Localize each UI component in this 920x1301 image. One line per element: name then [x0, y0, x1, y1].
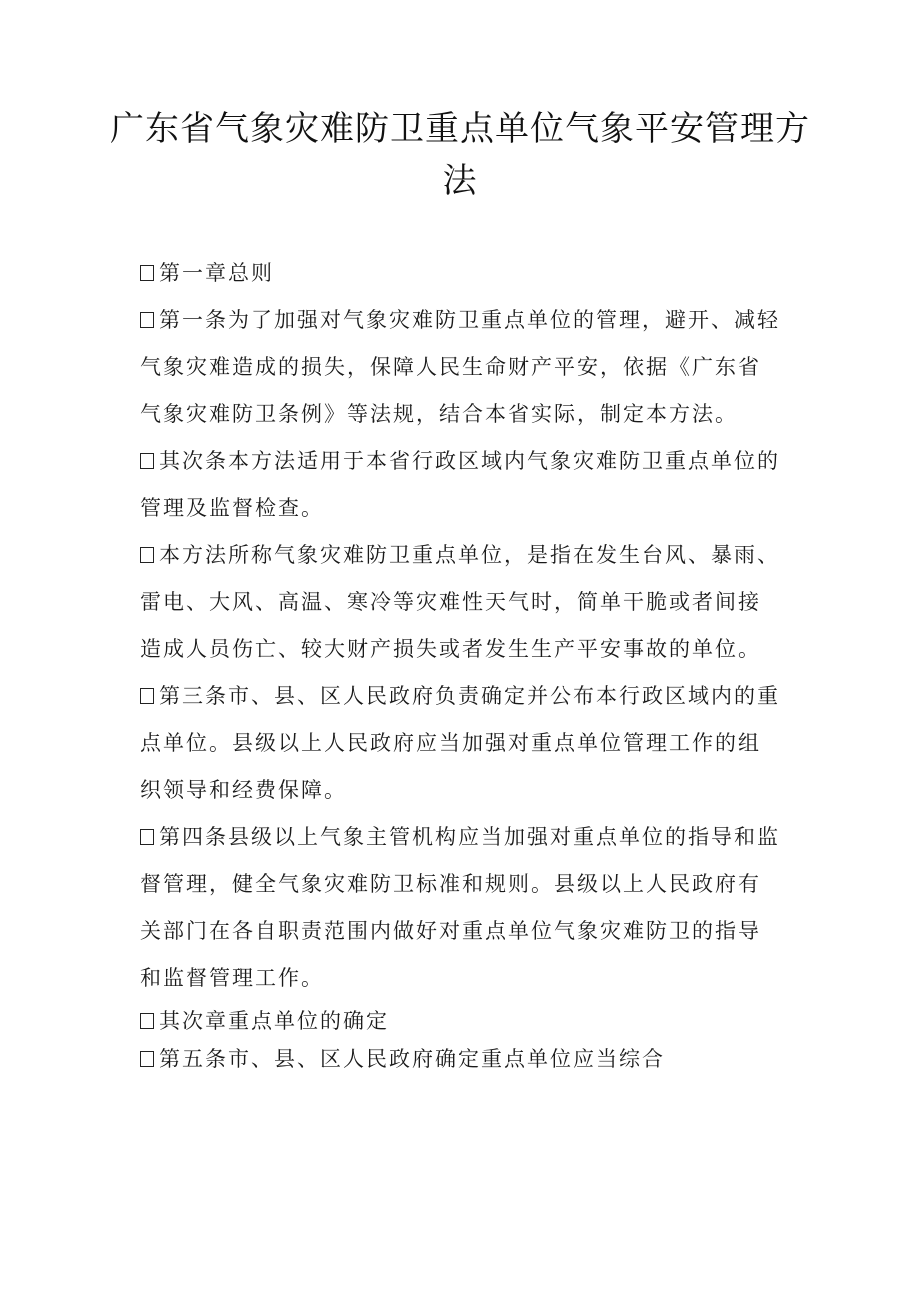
- checkbox-square-icon: [140, 547, 154, 563]
- article-paragraph: [140, 1040, 780, 1078]
- document-body: [140, 250, 780, 1078]
- checkbox-square-icon: [140, 829, 154, 845]
- paragraph-text: 第一章总则: [159, 261, 274, 285]
- checkbox-square-icon: [140, 453, 154, 469]
- article-paragraph: [140, 297, 780, 438]
- article-paragraph: [140, 438, 780, 532]
- paragraph-text: 第四条县级以上气象主管机构应当加强对重点单位的指导和监督管理，健全气象灾难防卫标准和规则。县级以上人民政府有关部门在各自职责范围内做好对重点单位气象灾难防卫的指导和监督管理工作。: [140, 825, 780, 990]
- paragraph-text: 本方法所称气象灾难防卫重点单位，是指在发生台风、暴雨、雷电、大风、高温、寒冷等灾难性天气时，简单干脆或者间接造成人员伤亡、较大财产损失或者发生生产平安事故的单位。: [140, 543, 780, 661]
- document-title: 广东省气象灾难防卫重点单位气象平安管理方法: [110, 109, 810, 201]
- paragraph-text: 第三条市、县、区人民政府负责确定并公布本行政区域内的重点单位。县级以上人民政府应当加强对重点单位管理工作的组织领导和经费保障。: [140, 684, 780, 802]
- checkbox-square-icon: [140, 1013, 154, 1029]
- checkbox-square-icon: [140, 688, 154, 704]
- article-paragraph: [140, 532, 780, 673]
- paragraph-text: 其次条本方法适用于本省行政区域内气象灾难防卫重点单位的管理及监督检查。: [140, 449, 780, 520]
- paragraph-text: 其次章重点单位的确定: [159, 1009, 389, 1033]
- paragraph-text: 第五条市、县、区人民政府确定重点单位应当综合: [159, 1047, 665, 1071]
- chapter-heading: [140, 250, 780, 297]
- checkbox-square-icon: [140, 312, 154, 328]
- article-paragraph: [140, 814, 780, 1002]
- checkbox-square-icon: [140, 265, 154, 281]
- checkbox-square-icon: [140, 1051, 154, 1067]
- chapter-heading: [140, 1002, 780, 1040]
- article-paragraph: [140, 673, 780, 814]
- paragraph-text: 第一条为了加强对气象灾难防卫重点单位的管理，避开、减轻气象灾难造成的损失，保障人民生命财产平安，依据《广东省气象灾难防卫条例》等法规，结合本省实际，制定本方法。: [140, 308, 780, 426]
